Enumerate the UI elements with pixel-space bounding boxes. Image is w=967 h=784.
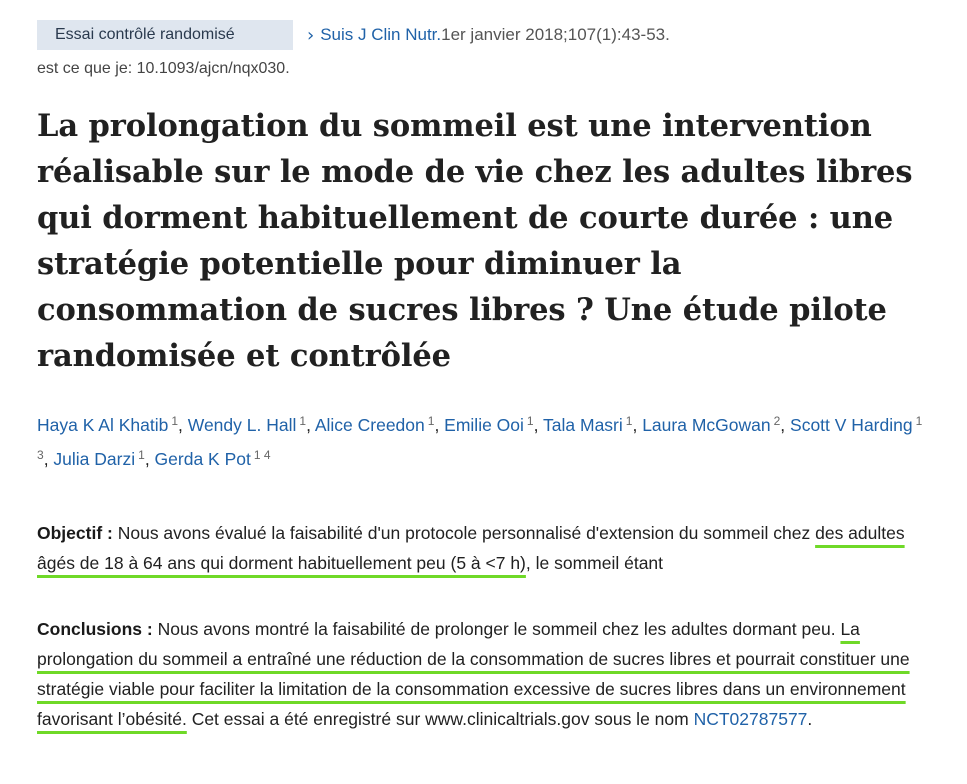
publication-type-badge: Essai contrôlé randomisé [37,20,293,50]
affiliation-marker[interactable]: 1 [171,414,179,428]
author-separator: , [178,415,188,435]
affiliation-marker[interactable]: 1 [526,414,534,428]
author-link[interactable]: Scott V Harding [790,415,913,435]
chevron-right-icon: › [307,24,315,46]
abstract-conclusions [37,614,937,734]
citation-date: 1er janvier 2018;107(1):43-53. [441,25,670,44]
author-item [315,415,435,435]
journal-citation [307,25,670,46]
conclusions-period: . [807,709,813,729]
author-separator: , [780,415,791,435]
author-item [53,449,144,469]
author-link[interactable]: Haya K Al Khatib [37,415,169,435]
author-item [642,415,780,435]
author-separator: , [434,415,445,435]
article-header [37,20,937,474]
author-link[interactable]: Laura McGowan [642,415,771,435]
author-item [37,415,178,435]
author-item [188,415,306,435]
conclusions-text: Nous avons montré la faisabilité de prolonger le sommeil chez les adultes dormant peu. [157,619,836,639]
affiliation-marker[interactable]: 1 [625,414,633,428]
conclusions-text-end: Cet essai a été enregistré sur www.clinicaltrials.gov sous le nom [191,709,689,729]
affiliation-marker[interactable]: 1 4 [253,448,271,462]
author-item [543,415,632,435]
objective-text-end: , le sommeil étant [525,553,664,573]
author-list [37,406,937,474]
doi: est ce que je: 10.1093/ajcn/nqx030. [37,60,290,77]
author-link[interactable]: Julia Darzi [53,449,136,469]
author-link[interactable]: Gerda K Pot [154,449,251,469]
affiliation-marker[interactable]: 2 [773,414,781,428]
author-link[interactable]: Alice Creedon [314,415,425,435]
author-item [444,415,533,435]
conclusions-highlight: La prolongation du sommeil a entraîné une réduction de la consommation de sucres libres et pourrait constituer une stratégie viable pour faciliter la limitation de la consommation excessive de sucres libres dans un environnement favorisant l’obésité. [37,619,910,729]
author-separator: , [632,415,643,435]
author-item [155,449,271,469]
objective-text: Nous avons évalué la faisabilité d'un protocole personnalisé d'extension du sommeil chez [117,523,811,543]
affiliation-marker[interactable]: 1 [299,414,307,428]
conclusions-label: Conclusions : [37,619,153,639]
journal-link[interactable]: Suis J Clin Nutr. [320,25,442,44]
affiliation-marker[interactable]: 1 3 [37,414,923,462]
author-separator: , [306,415,315,435]
affiliation-marker[interactable]: 1 [427,414,435,428]
objective-highlight: des adultes âgés de 18 à 64 ans qui dorment habituellement peu (5 à <7 h) [37,523,905,573]
author-separator: , [533,415,544,435]
author-link[interactable]: Tala Masri [543,415,623,435]
trial-id-link[interactable]: NCT02787577 [693,709,808,729]
author-link[interactable]: Emilie Ooi [444,415,524,435]
author-separator: , [144,449,155,469]
article-title: La prolongation du sommeil est une intervention réalisable sur le mode de vie chez les adultes libres qui dorment habituellement de courte durée : une stratégie potentielle pour diminuer la consommation de sucres libres ? Une étude pilote randomisée et contrôlée [37,108,913,374]
author-separator: , [43,449,54,469]
objective-label: Objectif : [37,523,113,543]
affiliation-marker[interactable]: 1 [138,448,145,462]
meta-row [37,20,937,50]
author-link[interactable]: Wendy L. Hall [187,415,297,435]
abstract-objective [37,518,937,578]
